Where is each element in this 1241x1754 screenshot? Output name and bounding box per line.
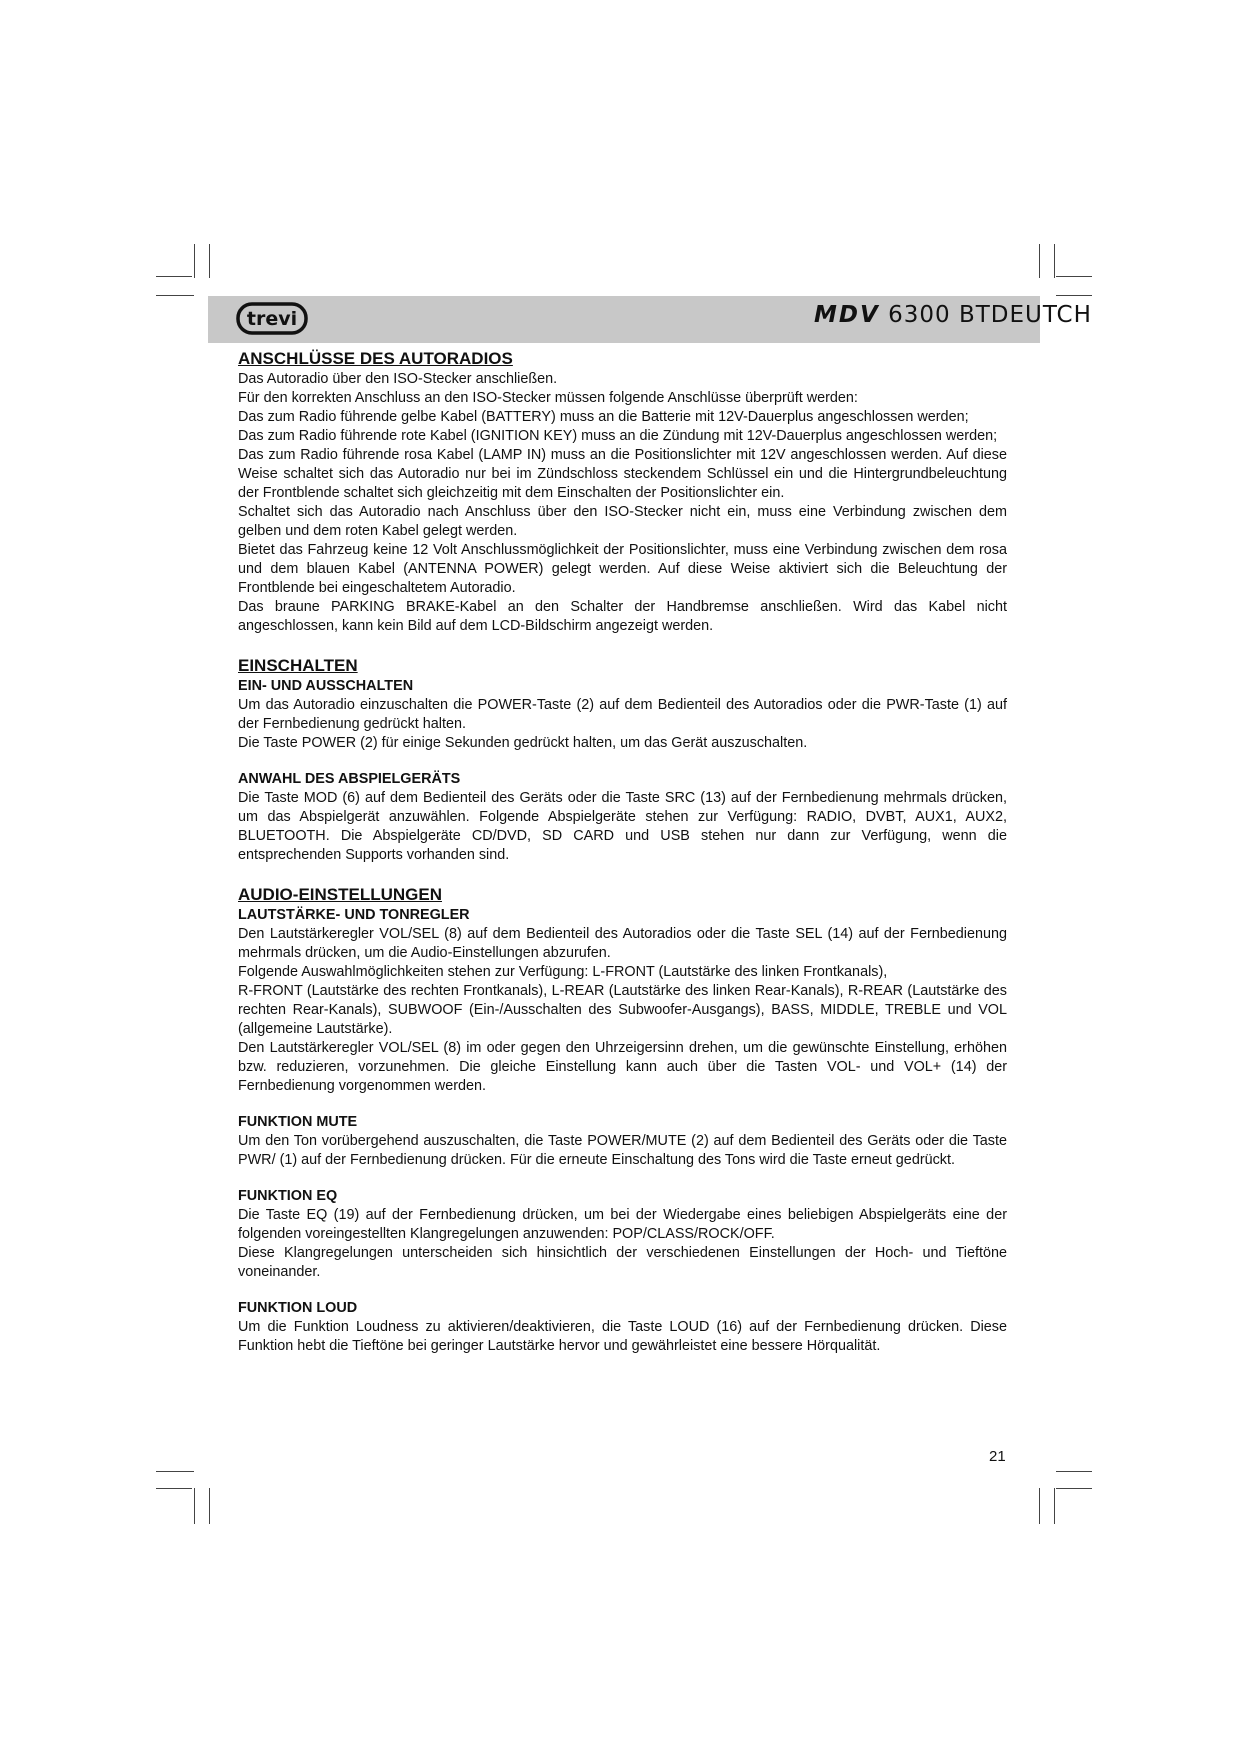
crop-mark [209,1488,210,1524]
trevi-logo [236,302,308,335]
paragraph: Die Taste EQ (19) auf der Fernbedienung drücken, um bei der Wiedergabe eines beliebigen Abspielgeräts eine der folgenden voreingestellten Klangregelungen anzuwenden: POP/CLASS/ROCK/OFF. [238,1207,1007,1242]
subsection-title-mute: FUNKTION MUTE [238,1114,358,1130]
page-content [238,348,1007,1356]
subsection-title-lautstaerke: LAUTSTÄRKE- UND TONREGLER [238,907,470,923]
paragraph: Bietet das Fahrzeug keine 12 Volt Anschlussmöglichkeit der Positionslichter, muss eine Verbindung zwischen dem rosa und dem blauen Kabel (ANTENNA POWER) gelegt werden. Auf diese Weise aktiviert sich die Beleuchtung der Frontblende bei eingeschaltetem Autoradio. [238,542,1007,596]
paragraph: Schaltet sich das Autoradio nach Anschluss über den ISO-Stecker nicht ein, muss eine Verbindung zwischen dem gelben und dem roten Kabel gelegt werden. [238,504,1007,539]
page-number: 21 [989,1448,1006,1465]
crop-mark [1056,295,1092,296]
section-title-einschalten: EINSCHALTEN [238,656,358,675]
model-title [814,302,1092,328]
crop-mark [194,244,195,278]
paragraph: Folgende Auswahlmöglichkeiten stehen zur Verfügung: L-FRONT (Lautstärke des linken Frontkanals), [238,964,888,980]
paragraph: Das braune PARKING BRAKE-Kabel an den Schalter der Handbremse anschließen. Wird das Kabel nicht angeschlossen, kann kein Bild auf dem LCD-Bildschirm angezeigt werden. [238,599,1007,634]
subsection-title-loud: FUNKTION LOUD [238,1300,358,1316]
paragraph: Um den Ton vorübergehend auszuschalten, die Taste POWER/MUTE (2) auf dem Bedienteil des Geräts oder die Taste PWR/ (1) auf der Fernbedienung drücken. Für die erneute Einschaltung des Tons wird die Taste erneut gedrückt. [238,1133,1007,1168]
paragraph: Den Lautstärkeregler VOL/SEL (8) auf dem Bedienteil des Autoradios oder die Taste SEL (14) auf der Fernbedienung mehrmals drücken, um die Audio-Einstellungen abzurufen. [238,926,1007,961]
language-label: DEUTCH [990,302,1092,328]
subsection-title-anwahl: ANWAHL DES ABSPIELGERÄTS [238,771,461,787]
crop-mark [156,1488,192,1489]
section-title-anschluesse: ANSCHLÜSSE DES AUTORADIOS [238,349,513,368]
crop-mark [1039,1488,1040,1524]
paragraph: Für den korrekten Anschluss an den ISO-Stecker müssen folgende Anschlüsse überprüft werden: [238,390,858,406]
paragraph: Den Lautstärkeregler VOL/SEL (8) im oder gegen den Uhrzeigersinn drehen, um die gewünschte Einstellung, erhöhen bzw. reduzieren, vorzunehmen. Die gleiche Einstellung kann auch über die Tasten VOL- und VOL+ (14) der Fernbedienung vorgenommen werden. [238,1040,1007,1094]
crop-mark [156,1471,194,1472]
crop-mark [209,244,210,278]
subsection-title-ein-aus: EIN- UND AUSSCHALTEN [238,678,414,694]
paragraph: Das Autoradio über den ISO-Stecker anschließen. [238,371,558,387]
section-title-audio: AUDIO-EINSTELLUNGEN [238,885,442,904]
crop-mark [1056,1488,1092,1489]
paragraph: R-FRONT (Lautstärke des rechten Frontkanals), L-REAR (Lautstärke des linken Rear-Kanals), R-REAR (Lautstärke des rechten Rear-Kanals), SUBWOOF (Ein-/Ausschalten des Subwoofer-Ausgangs), BASS, MIDDLE, TREBLE und VOL (allgemeine Lautstärke). [238,983,1007,1037]
crop-mark [1054,1488,1055,1524]
crop-mark [1056,276,1092,277]
paragraph: Die Taste MOD (6) auf dem Bedienteil des Geräts oder die Taste SRC (13) auf der Fernbedienung mehrmals drücken, um das Abspielgerät anzuwählen. Folgende Abspielgeräte stehen zur Verfügung: RADIO, DVBT, AUX1, AUX2, BLUETOOTH. Die Abspielgeräte CD/DVD, SD CARD und USB stehen nur dann zur Verfügung, wenn die entsprechenden Supports vorhanden sind. [238,790,1007,863]
crop-mark [1056,1471,1092,1472]
crop-mark [194,1488,195,1524]
subsection-title-eq: FUNKTION EQ [238,1188,338,1204]
paragraph: Diese Klangregelungen unterscheiden sich hinsichtlich der verschiedenen Einstellungen der Hoch- und Tieftöne voneinander. [238,1245,1007,1280]
crop-mark [156,295,194,296]
paragraph: Um das Autoradio einzuschalten die POWER-Taste (2) auf dem Bedienteil des Autoradios oder die PWR-Taste (1) auf der Fernbedienung gedrückt halten. [238,697,1007,732]
crop-mark [156,276,192,277]
model-prefix: MDV [814,302,880,328]
paragraph: Die Taste POWER (2) für einige Sekunden gedrückt halten, um das Gerät auszuschalten. [238,735,808,751]
model-number: 6300 BT [888,302,991,328]
paragraph: Das zum Radio führende gelbe Kabel (BATTERY) muss an die Batterie mit 12V-Dauerplus angeschlossen werden; [238,409,969,425]
crop-mark [1039,244,1040,278]
crop-mark [1054,244,1055,278]
paragraph: Um die Funktion Loudness zu aktivieren/deaktivieren, die Taste LOUD (16) auf der Fernbedienung drücken. Diese Funktion hebt die Tieftöne bei geringer Lautstärke hervor und gewährleistet eine bessere Hörqualität. [238,1319,1007,1354]
paragraph: Das zum Radio führende rote Kabel (IGNITION KEY) muss an die Zündung mit 12V-Dauerplus angeschlossen werden; [238,428,998,444]
paragraph: Das zum Radio führende rosa Kabel (LAMP IN) muss an die Positionslichter mit 12V angeschlossen werden. Auf diese Weise schaltet sich das Autoradio nur bei im Zündschloss steckendem Schlüssel ein und die Hintergrundbeleuchtung der Frontblende schaltet sich gleichzeitig mit dem Einschalten der Positionslichter ein. [238,447,1007,501]
brand-logo-text: trevi [246,308,298,330]
